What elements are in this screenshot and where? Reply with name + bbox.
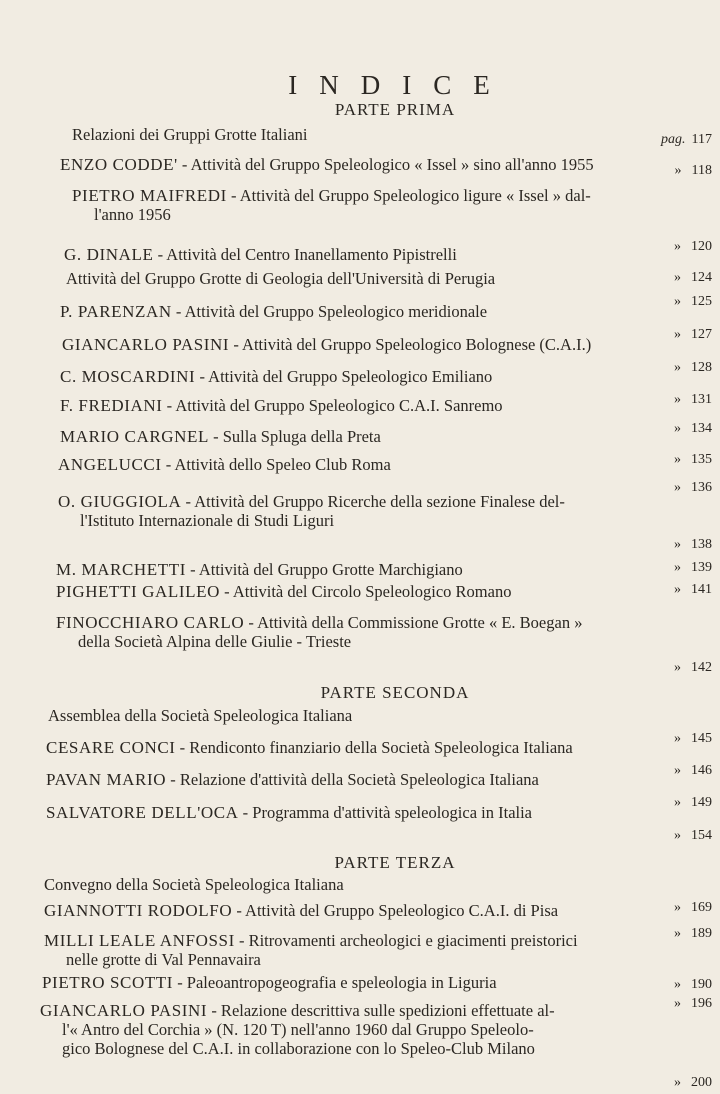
entry-author: GIANNOTTI RODOLFO xyxy=(44,901,233,920)
entry-title: l'« Antro del Corchia » (N. 120 T) nell'anno 1960 dal Gruppo Speleolo- xyxy=(62,1020,534,1039)
entry-title: nelle grotte di Val Pennavaira xyxy=(66,950,261,969)
entry-line xyxy=(60,155,715,174)
ditto-mark: » xyxy=(674,926,681,941)
ditto-mark: » xyxy=(674,294,681,309)
entry-line xyxy=(60,367,715,386)
page-number: 169 xyxy=(691,900,712,915)
page-number: 142 xyxy=(691,660,712,675)
entry-author: P. PARENZAN xyxy=(60,302,172,321)
page-number: 128 xyxy=(691,360,712,375)
entry-author: M. MARCHETTI xyxy=(56,560,186,579)
entry-author: C. MOSCARDINI xyxy=(60,367,196,386)
entry-line xyxy=(46,770,701,789)
ditto-mark: » xyxy=(674,731,681,746)
index-entry xyxy=(56,560,711,579)
entry-author: G. DINALE xyxy=(64,245,154,264)
entry-author: O. GIUGGIOLA xyxy=(58,492,182,511)
index-entry xyxy=(44,901,699,920)
page-number: 125 xyxy=(691,294,712,309)
entry-author: PIETRO MAIFREDI xyxy=(72,186,227,205)
page-number: 117 xyxy=(691,132,712,147)
pag-label: pag. xyxy=(661,132,686,147)
ditto-mark: » xyxy=(674,421,681,436)
entry-line xyxy=(40,1001,695,1020)
ditto-mark: » xyxy=(674,828,681,843)
entry-title: - Attività del Gruppo Ricerche della sezione Finalese del- xyxy=(185,492,565,511)
entry-author: FINOCCHIARO CARLO xyxy=(56,613,245,632)
ditto-mark: » xyxy=(674,392,681,407)
entry-line xyxy=(44,950,699,969)
entry-line xyxy=(40,1039,695,1058)
ditto-mark: » xyxy=(674,327,681,342)
entry-title: - Attività del Centro Inanellamento Pipistrelli xyxy=(157,245,457,264)
ditto-mark: » xyxy=(674,763,681,778)
index-entry xyxy=(44,931,699,969)
entry-page-ref xyxy=(674,828,712,844)
page-number: 127 xyxy=(691,327,712,342)
ditto-mark: » xyxy=(674,560,681,575)
ditto-mark: » xyxy=(674,537,681,552)
entry-author: PIETRO SCOTTI xyxy=(42,973,174,992)
entry-line xyxy=(56,613,711,632)
section-heading-parte-terza: PARTE TERZA xyxy=(334,853,456,872)
page-number: 138 xyxy=(691,537,712,552)
ditto-mark: » xyxy=(674,582,681,597)
index-entry xyxy=(40,1001,695,1058)
page-number: 134 xyxy=(691,421,712,436)
section-heading-parte-prima: PARTE PRIMA xyxy=(334,100,456,119)
entry-line xyxy=(58,455,713,474)
entry-line xyxy=(60,427,715,446)
index-entry xyxy=(72,125,720,144)
entry-title: - Programma d'attività speleologica in Italia xyxy=(242,803,533,822)
page-number: 139 xyxy=(691,560,712,575)
entry-title: - Attività del Gruppo Grotte Marchigiano xyxy=(190,560,463,579)
index-entry xyxy=(62,335,717,354)
entry-title: gico Bolognese del C.A.I. in collaborazione con lo Speleo-Club Milano xyxy=(62,1039,535,1058)
page-number: 149 xyxy=(691,795,712,810)
entry-page-ref xyxy=(674,537,712,553)
page-number: 135 xyxy=(691,452,712,467)
entry-page-ref xyxy=(674,560,712,576)
entry-title: - Attività del Circolo Speleologico Romano xyxy=(224,582,512,601)
ditto-mark: » xyxy=(674,900,681,915)
page-number: 120 xyxy=(691,239,712,254)
entry-line xyxy=(62,335,717,354)
entry-line xyxy=(72,125,720,144)
index-entry xyxy=(48,706,703,725)
entry-title: - Attività dello Speleo Club Roma xyxy=(165,455,391,474)
ditto-mark: » xyxy=(674,239,681,254)
index-entry xyxy=(72,186,720,224)
entry-line xyxy=(56,582,711,601)
page-number: 131 xyxy=(691,392,712,407)
page-number: 141 xyxy=(691,582,712,597)
entry-title: - Ritrovamenti archeologici e giacimenti preistorici xyxy=(238,931,578,950)
entry-title: Assemblea della Società Speleologica Italiana xyxy=(48,706,353,725)
entry-page-ref xyxy=(674,582,712,598)
entry-line xyxy=(44,901,699,920)
ditto-mark: » xyxy=(674,163,682,178)
entry-author: GIANCARLO PASINI xyxy=(62,335,230,354)
entry-title: - Rendiconto finanziario della Società Speleologica Italiana xyxy=(179,738,573,757)
entry-author: F. FREDIANI xyxy=(60,396,163,415)
entry-title: - Relazione descrittiva sulle spedizioni effettuate al- xyxy=(211,1001,555,1020)
page-number: 196 xyxy=(691,996,712,1011)
entry-line xyxy=(66,269,720,288)
entry-line xyxy=(64,245,719,264)
page-number: 146 xyxy=(691,763,712,778)
entry-page-ref xyxy=(674,660,712,676)
entry-title: - Attività del Gruppo Speleologico Emiliano xyxy=(199,367,493,386)
entry-line xyxy=(56,632,711,651)
ditto-mark: » xyxy=(674,452,681,467)
entry-page-ref xyxy=(674,1075,712,1091)
entry-line xyxy=(40,1020,695,1039)
entry-line xyxy=(44,875,699,894)
entry-title: - Attività del Gruppo Speleologico « Issel » sino all'anno 1955 xyxy=(181,155,594,174)
entry-title: - Sulla Spluga della Preta xyxy=(213,427,381,446)
index-entry xyxy=(46,738,701,757)
entry-author: MARIO CARGNEL xyxy=(60,427,209,446)
entry-author: CESARE CONCI xyxy=(46,738,176,757)
page-number: 190 xyxy=(691,977,712,992)
index-entry xyxy=(58,492,713,530)
entry-line xyxy=(46,738,701,757)
entry-line xyxy=(60,302,715,321)
entry-title: - Relazione d'attività della Società Speleologica Italiana xyxy=(170,770,539,789)
ditto-mark: » xyxy=(674,795,681,810)
ditto-mark: » xyxy=(674,977,681,992)
entry-line xyxy=(46,803,701,822)
index-entry xyxy=(58,455,713,474)
entry-line xyxy=(72,186,720,205)
entry-line xyxy=(58,511,713,530)
index-entry xyxy=(46,803,701,822)
page-number: 136 xyxy=(691,480,712,495)
ditto-mark: » xyxy=(674,1075,681,1090)
entry-author: MILLI LEALE ANFOSSI xyxy=(44,931,235,950)
entry-line xyxy=(56,560,711,579)
entry-author: SALVATORE DELL'OCA xyxy=(46,803,239,822)
page-number: 189 xyxy=(691,926,712,941)
entry-title: l'anno 1956 xyxy=(94,205,171,224)
ditto-mark: » xyxy=(674,660,681,675)
page-number: 200 xyxy=(691,1075,712,1090)
page-number: 145 xyxy=(691,731,712,746)
entry-author: GIANCARLO PASINI xyxy=(40,1001,208,1020)
section-heading-parte-seconda: PARTE SECONDA xyxy=(320,683,470,702)
entry-author: PAVAN MARIO xyxy=(46,770,167,789)
entry-title: Relazioni dei Gruppi Grotte Italiani xyxy=(72,125,308,144)
entry-line xyxy=(58,492,713,511)
ditto-mark: » xyxy=(674,480,681,495)
entry-line xyxy=(72,205,720,224)
index-entry xyxy=(56,613,711,651)
entry-title: - Attività del Gruppo Speleologico ligure « Issel » dal- xyxy=(231,186,591,205)
entry-line xyxy=(42,973,697,992)
index-entry xyxy=(56,582,711,601)
entry-title: Convegno della Società Speleologica Italiana xyxy=(44,875,344,894)
entry-author: ENZO CODDE' xyxy=(60,155,178,174)
ditto-mark: » xyxy=(674,270,681,285)
index-entry xyxy=(60,427,715,446)
ditto-mark: » xyxy=(674,360,681,375)
page-number: 118 xyxy=(691,163,712,178)
index-title: INDICE xyxy=(288,70,512,101)
index-entry xyxy=(64,245,719,264)
entry-author: ANGELUCCI xyxy=(58,455,162,474)
entry-title: Attività del Gruppo Grotte di Geologia dell'Università di Perugia xyxy=(66,269,496,288)
entry-title: - Attività del Gruppo Speleologico meridionale xyxy=(175,302,488,321)
entry-title: - Attività del Gruppo Speleologico C.A.I. di Pisa xyxy=(236,901,559,920)
entry-page-ref xyxy=(661,132,712,148)
index-entry xyxy=(42,973,697,992)
entry-title: - Attività del Gruppo Speleologico C.A.I. Sanremo xyxy=(166,396,503,415)
entry-author: PIGHETTI GALILEO xyxy=(56,582,220,601)
entry-title: della Società Alpina delle Giulie - Trieste xyxy=(78,632,352,651)
index-entry xyxy=(60,155,715,174)
entry-title: - Attività della Commissione Grotte « E. Boegan » xyxy=(248,613,583,632)
index-entry xyxy=(60,302,715,321)
index-entry xyxy=(44,875,699,894)
page-number: 124 xyxy=(691,270,712,285)
index-entry xyxy=(60,367,715,386)
entry-line xyxy=(44,931,699,950)
entry-title: - Paleoantropogeografia e speleologia in Liguria xyxy=(177,973,497,992)
page-number: 154 xyxy=(691,828,712,843)
index-entry xyxy=(60,396,715,415)
entry-title: l'Istituto Internazionale di Studi Liguri xyxy=(80,511,335,530)
index-entry xyxy=(46,770,701,789)
entry-line xyxy=(60,396,715,415)
ditto-mark: » xyxy=(674,996,681,1011)
entry-page-ref xyxy=(675,163,712,179)
entry-title: - Attività del Gruppo Speleologico Bolognese (C.A.I.) xyxy=(233,335,592,354)
index-entry xyxy=(66,269,720,288)
entry-line xyxy=(48,706,703,725)
